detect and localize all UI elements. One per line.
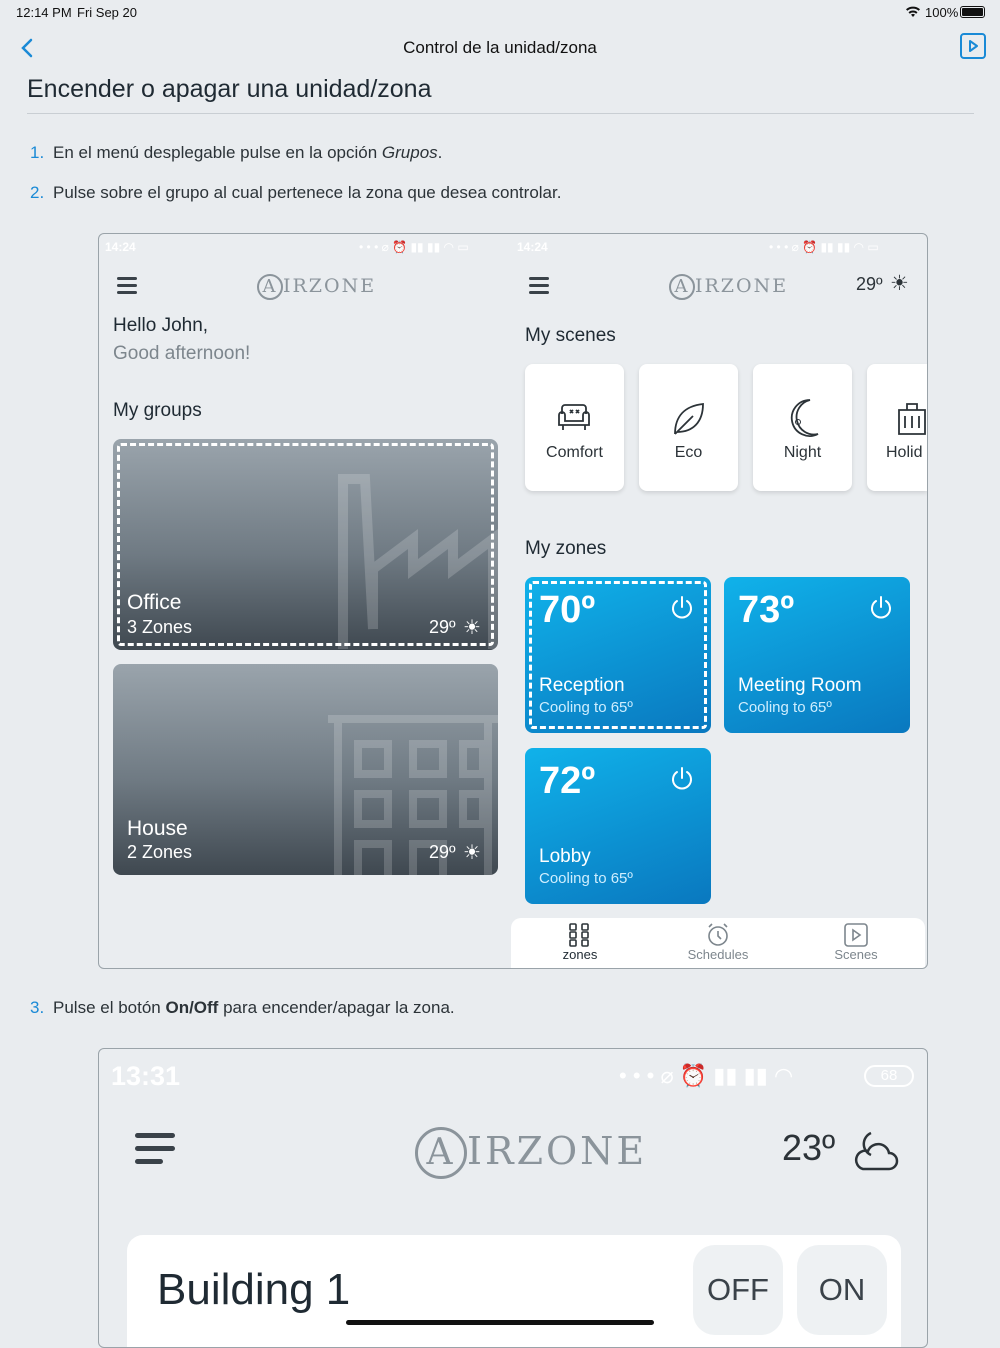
zone-status: Cooling to 65º (539, 699, 633, 716)
app-screenshot-building (98, 1048, 928, 1348)
power-icon[interactable] (669, 766, 695, 792)
play-square-icon (843, 922, 869, 948)
left-status-time: 14:24 (105, 240, 136, 254)
menu-icon[interactable] (135, 1133, 175, 1164)
sofa-icon (556, 402, 592, 434)
tab-zones[interactable] (511, 922, 649, 962)
selection-highlight (117, 443, 494, 646)
app-screenshot-groups (98, 233, 928, 969)
left-status-icons: • • • ⌀ ⏰ ▮▮ ▮▮ ◠ ▭ (359, 240, 469, 254)
zone-card-lobby[interactable] (525, 748, 711, 904)
building-card[interactable] (127, 1235, 901, 1348)
sun-icon: ☀ (890, 272, 909, 295)
zone-name: Reception (539, 675, 625, 696)
zones-title: My zones (525, 538, 607, 559)
group-card-house[interactable] (113, 664, 498, 875)
nav-title: Control de la unidad/zona (403, 38, 597, 57)
greeting: Hello John, (113, 315, 209, 336)
sun-icon: ☀ (463, 842, 481, 864)
outdoor-temp: 29º (856, 274, 883, 294)
sun-icon: ☀ (463, 617, 481, 639)
airzone-logo: A IRZONE (257, 274, 376, 300)
scene-label: Night (783, 444, 822, 461)
group-card-office[interactable] (113, 439, 498, 650)
tab-label: Scenes (834, 947, 878, 962)
tab-schedules[interactable] (649, 922, 787, 962)
leaf-icon (671, 402, 707, 436)
scene-label: Holid (886, 444, 923, 461)
menu-icon[interactable] (529, 277, 549, 298)
step-2: 2. Pulse sobre el grupo al cual pertenece la zona que desea controlar. (30, 183, 562, 202)
group-zones: 3 Zones (127, 617, 193, 637)
groups-title: My groups (113, 400, 202, 421)
status-time: 12:14 PM (16, 5, 72, 20)
off-button[interactable]: OFF (693, 1245, 783, 1335)
zone-status: Cooling to 65º (738, 699, 832, 716)
scene-label: Comfort (546, 444, 603, 461)
zone-card-reception[interactable] (525, 577, 711, 733)
outdoor-temp: 23º (782, 1127, 836, 1168)
status-date: Fri Sep 20 (77, 5, 137, 20)
zone-name: Meeting Room (738, 675, 862, 696)
scenes-title: My scenes (525, 325, 616, 346)
scene-label: Eco (674, 444, 703, 461)
tab-scenes[interactable] (787, 922, 925, 962)
right-status-icons: • • • ⌀ ⏰ ▮▮ ▮▮ ◠ ▭ (769, 240, 879, 254)
airzone-logo: A IRZONE (415, 1127, 647, 1179)
building-name: Building 1 (157, 1265, 351, 1314)
on-button[interactable]: ON (797, 1245, 887, 1335)
menu-icon[interactable] (117, 277, 137, 298)
tab-bar (511, 918, 925, 969)
tab-label: Schedules (687, 947, 749, 962)
moon-icon (786, 398, 820, 438)
step-1: 1. En el menú desplegable pulse en la opción Grupos. (30, 143, 443, 162)
airzone-logo: A IRZONE (669, 274, 788, 300)
battery-percent: 100% (925, 5, 959, 20)
step-3: 3. Pulse el botón On/Off para encender/apagar la zona. (30, 998, 455, 1017)
section-title: Encender o apagar una unidad/zona (27, 75, 432, 103)
status-time: 13:31 (111, 1061, 181, 1091)
battery-icon (960, 6, 985, 18)
battery-icon: 68 (864, 1065, 914, 1087)
scene-holidays[interactable] (867, 364, 927, 491)
scene-comfort[interactable] (525, 364, 624, 491)
power-icon[interactable] (669, 595, 695, 621)
status-bar (0, 0, 1000, 24)
tab-label: zones (562, 947, 598, 962)
zone-name: Lobby (539, 846, 591, 867)
zone-card-meeting-room[interactable] (724, 577, 910, 733)
group-name: House (127, 817, 188, 840)
divider (27, 113, 974, 114)
subgreeting: Good afternoon! (113, 343, 251, 364)
nav-bar (0, 28, 1000, 68)
status-icons: • • • ⌀ ⏰ ▮▮ ▮▮ ◠ (619, 1063, 794, 1088)
power-icon[interactable] (868, 595, 894, 621)
grid-icon (568, 922, 592, 948)
scene-night[interactable] (753, 364, 852, 491)
zone-temp: 72º (539, 760, 596, 802)
zone-status: Cooling to 65º (539, 870, 633, 887)
group-temp: 29º (429, 617, 456, 637)
home-indicator (346, 1320, 654, 1325)
zone-temp: 70º (539, 589, 596, 631)
group-temp: 29º (429, 842, 456, 862)
wifi-icon (905, 6, 921, 18)
right-status-time: 14:24 (517, 240, 548, 254)
play-square-icon[interactable] (960, 33, 986, 59)
group-zones: 2 Zones (127, 842, 193, 862)
partly-cloudy-icon (849, 1129, 901, 1173)
scene-eco[interactable] (639, 364, 738, 491)
luggage-icon (897, 402, 927, 436)
zone-temp: 73º (738, 589, 795, 631)
clock-icon (705, 922, 731, 948)
group-name: Office (127, 591, 182, 614)
